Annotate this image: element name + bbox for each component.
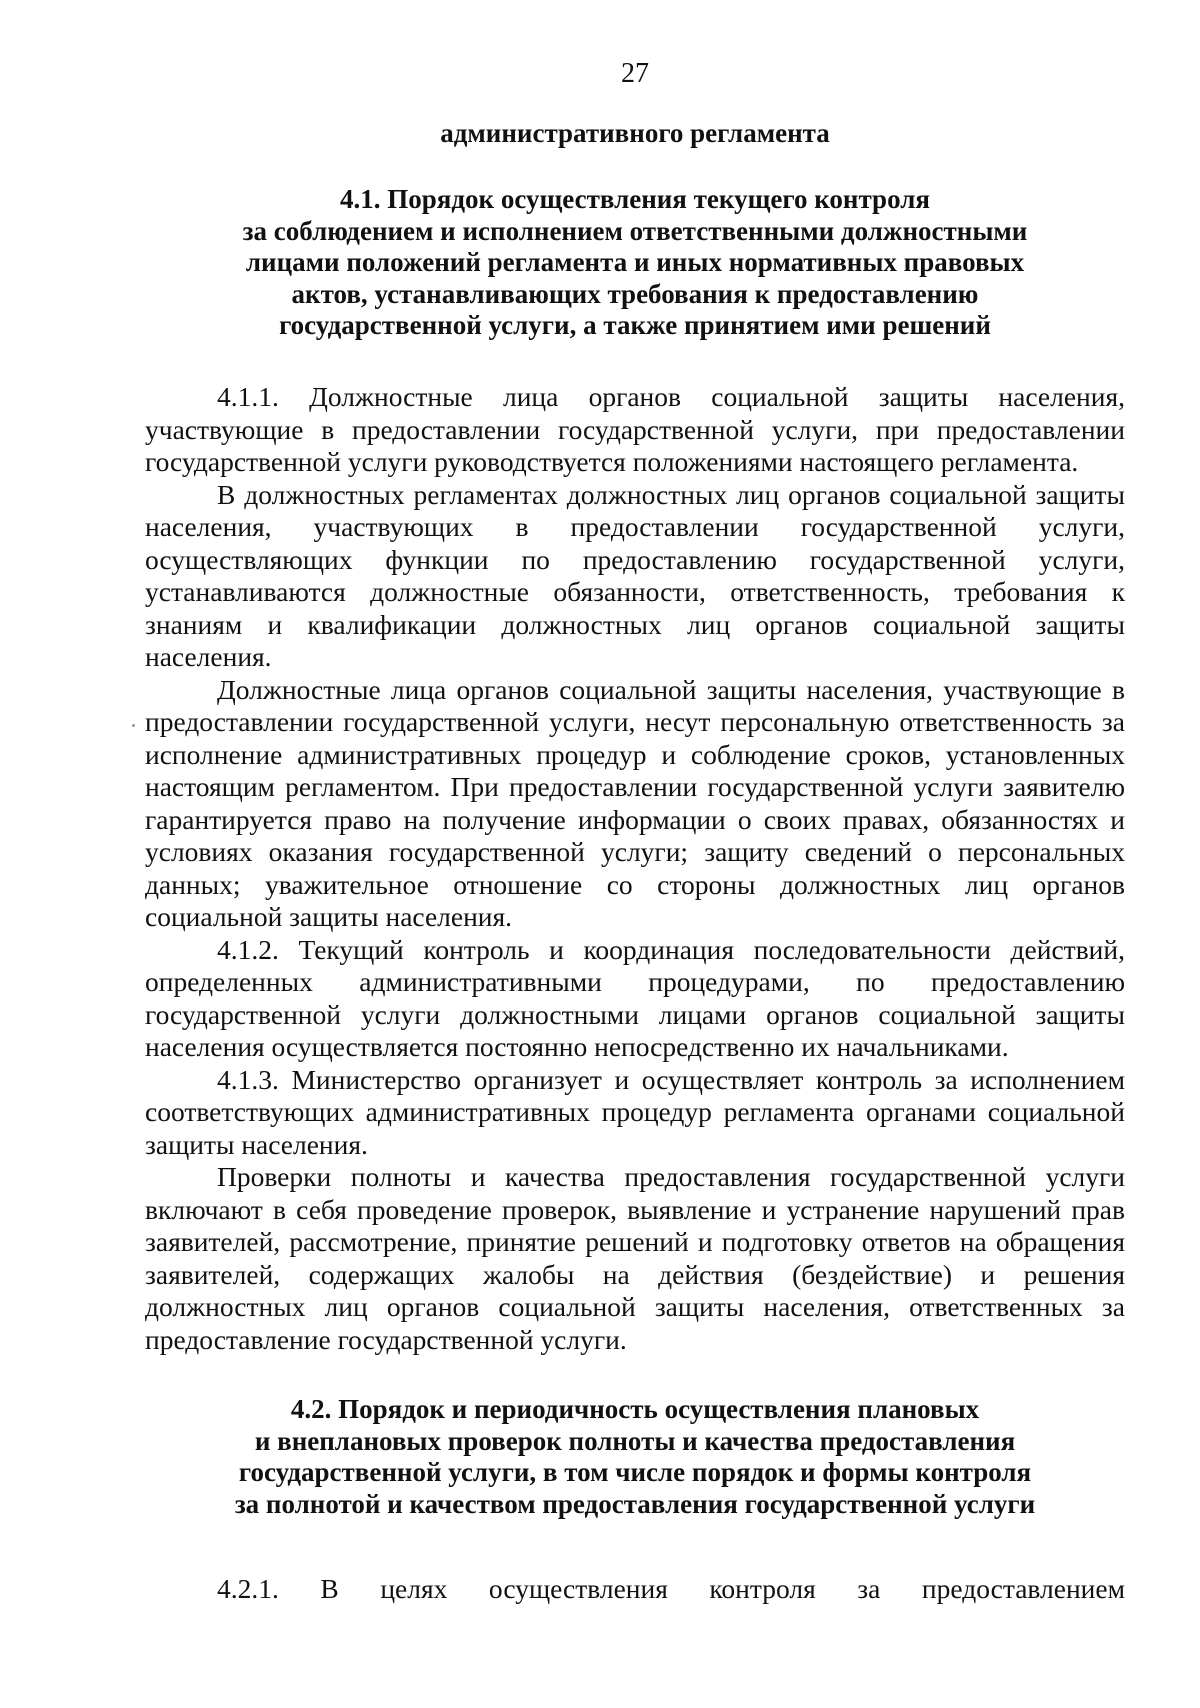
page-number: 27: [621, 58, 649, 89]
section-4-2-heading: [145, 1394, 1125, 1520]
heading-line: 4.1. Порядок осуществления текущего контроля: [340, 184, 930, 214]
heading-line: лицами положений регламента и иных нормативных правовых: [245, 247, 1025, 277]
heading-line: актов, устанавливающих требования к предоставлению: [291, 278, 979, 309]
paragraph-responsibility: Должностные лица органов социальной защиты населения, участвующие в предоставлении государственной услуги, несут персональную ответственность за исполнение административных процедур и соблюдение сроков, установленных настоящим регламентом. При предоставлении государственной услуги заявителю гарантируется право на получение информации о своих правах, обязанностях и условиях оказания государственной услуги; защиту сведений о персональных данных; уважительное отношение со стороны должностных лиц органов социальной защиты населения.: [145, 673, 1125, 932]
scan-speck: [132, 724, 135, 727]
paragraph-4-1-2: 4.1.2. Текущий контроль и координация последовательности действий, определенных административными процедурами, по предоставлению государственной услуги должностными лицами органов социальной защиты населения осуществляется постоянно непосредственно их начальниками.: [145, 933, 1125, 1062]
document-page: [145, 0, 1125, 1708]
section-4-1-body: [145, 381, 1125, 1356]
section-4-2-body: [145, 1573, 1125, 1606]
paragraph-4-1-1: 4.1.1. Должностные лица органов социальной защиты населения, участвующие в предоставлении государственной услуги, при предоставлении государственной услуги руководствуется положениями настоящего регламента.: [145, 381, 1125, 477]
paragraph-duties: В должностных регламентах должностных лиц органов социальной защиты населения, участвующих в предоставлении государственной услуги, осуществляющих функции по предоставлению государственной услуги, устанавливаются должностные обязанности, ответственность, требования к знаниям и квалификации должностных лиц органов социальной защиты населения.: [145, 478, 1125, 672]
paragraph-4-1-3: 4.1.3. Министерство организует и осуществляет контроль за исполнением соответствующих административных процедур регламента органами социальной защиты населения.: [145, 1063, 1125, 1160]
paragraph-inspections: Проверки полноты и качества предоставления государственной услуги включают в себя проведение проверок, выявление и устранение нарушений прав заявителей, рассмотрение, принятие решений и подготовку ответов на обращения заявителей, содержащих жалобы на действия (бездействие) и решения должностных лиц органов социальной защиты населения, ответственных за предоставление государственной услуги.: [145, 1161, 1125, 1355]
heading-line: за полнотой и качеством предоставления государственной услуги: [234, 1488, 1036, 1519]
section-4-1-heading: [145, 184, 1125, 342]
heading-line: за соблюдением и исполнением ответственными должностными: [242, 215, 1028, 246]
heading-line: государственной услуги, а также принятием ими решений: [279, 310, 991, 340]
heading-line: государственной услуги, в том числе порядок и формы контроля: [238, 1457, 1032, 1487]
heading-line: 4.2. Порядок и периодичность осуществления плановых: [290, 1394, 980, 1424]
paragraph-4-2-1: 4.2.1. В целях осуществления контроля за предоставлением: [217, 1573, 1125, 1604]
heading-line: и внеплановых проверок полноты и качества предоставления: [254, 1425, 1016, 1456]
running-title: административного регламента: [440, 118, 830, 148]
